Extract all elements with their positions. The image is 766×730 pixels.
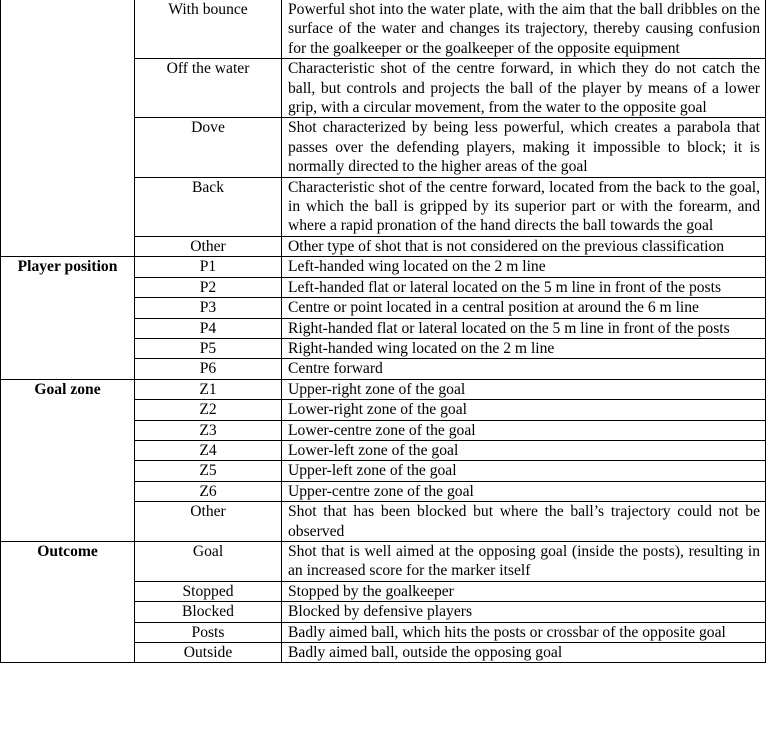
- label-cell: Z6: [135, 481, 282, 501]
- label-cell: Z1: [135, 379, 282, 399]
- description-cell: Shot that is well aimed at the opposing goal (inside the posts), resulting in an increased score for the marker itself: [282, 541, 766, 581]
- description-cell: Characteristic shot of the centre forward, in which they do not catch the ball, but controls and projects the ball of the player by means of a lower grip, with a circular movement, from the water to the opposite goal: [282, 59, 766, 118]
- label-cell: Z2: [135, 400, 282, 420]
- table-row: [1, 0, 766, 59]
- label-cell: Back: [135, 177, 282, 236]
- description-cell: Lower-centre zone of the goal: [282, 420, 766, 440]
- description-cell: Other type of shot that is not considered on the previous classification: [282, 236, 766, 256]
- category-cell: Player position: [1, 257, 135, 379]
- label-cell: P5: [135, 338, 282, 358]
- description-cell: Upper-left zone of the goal: [282, 461, 766, 481]
- description-cell: Lower-right zone of the goal: [282, 400, 766, 420]
- description-cell: Badly aimed ball, outside the opposing goal: [282, 643, 766, 663]
- label-cell: Other: [135, 502, 282, 542]
- description-cell: Left-handed flat or lateral located on the 5 m line in front of the posts: [282, 277, 766, 297]
- label-cell: P4: [135, 318, 282, 338]
- table-row: [1, 541, 766, 581]
- label-cell: Z4: [135, 440, 282, 460]
- label-cell: Off the water: [135, 59, 282, 118]
- description-cell: Centre forward: [282, 359, 766, 379]
- label-cell: Outside: [135, 643, 282, 663]
- description-cell: Right-handed flat or lateral located on the 5 m line in front of the posts: [282, 318, 766, 338]
- category-cell: [1, 0, 135, 257]
- label-cell: With bounce: [135, 0, 282, 59]
- label-cell: Other: [135, 236, 282, 256]
- description-cell: Centre or point located in a central position at around the 6 m line: [282, 298, 766, 318]
- category-cell: Goal zone: [1, 379, 135, 541]
- label-cell: Stopped: [135, 581, 282, 601]
- table-body: [1, 0, 766, 663]
- label-cell: P1: [135, 257, 282, 277]
- description-cell: Powerful shot into the water plate, with the aim that the ball dribbles on the surface of the water and changes its trajectory, thereby causing confusion for the goalkeeper or the goalkeeper of the opposite equipment: [282, 0, 766, 59]
- label-cell: Z5: [135, 461, 282, 481]
- description-cell: Stopped by the goalkeeper: [282, 581, 766, 601]
- description-cell: Badly aimed ball, which hits the posts or crossbar of the opposite goal: [282, 622, 766, 642]
- description-cell: Upper-centre zone of the goal: [282, 481, 766, 501]
- description-cell: Lower-left zone of the goal: [282, 440, 766, 460]
- label-cell: Dove: [135, 118, 282, 177]
- description-cell: Shot that has been blocked but where the ball’s trajectory could not be observed: [282, 502, 766, 542]
- label-cell: P3: [135, 298, 282, 318]
- description-cell: Right-handed wing located on the 2 m line: [282, 338, 766, 358]
- table-row: [1, 257, 766, 277]
- label-cell: P6: [135, 359, 282, 379]
- label-cell: Blocked: [135, 602, 282, 622]
- description-cell: Characteristic shot of the centre forward, located from the back to the goal, in which the ball is gripped by its superior part or with the forearm, and where a rapid pronation of the hand directs the ball towards the goal: [282, 177, 766, 236]
- table-row: [1, 379, 766, 399]
- description-cell: Upper-right zone of the goal: [282, 379, 766, 399]
- label-cell: Z3: [135, 420, 282, 440]
- category-cell: Outcome: [1, 541, 135, 662]
- description-cell: Blocked by defensive players: [282, 602, 766, 622]
- label-cell: Posts: [135, 622, 282, 642]
- description-cell: Shot characterized by being less powerful, which creates a parabola that passes over the defending players, making it impossible to block; it is normally directed to the higher areas of the goal: [282, 118, 766, 177]
- label-cell: Goal: [135, 541, 282, 581]
- label-cell: P2: [135, 277, 282, 297]
- description-cell: Left-handed wing located on the 2 m line: [282, 257, 766, 277]
